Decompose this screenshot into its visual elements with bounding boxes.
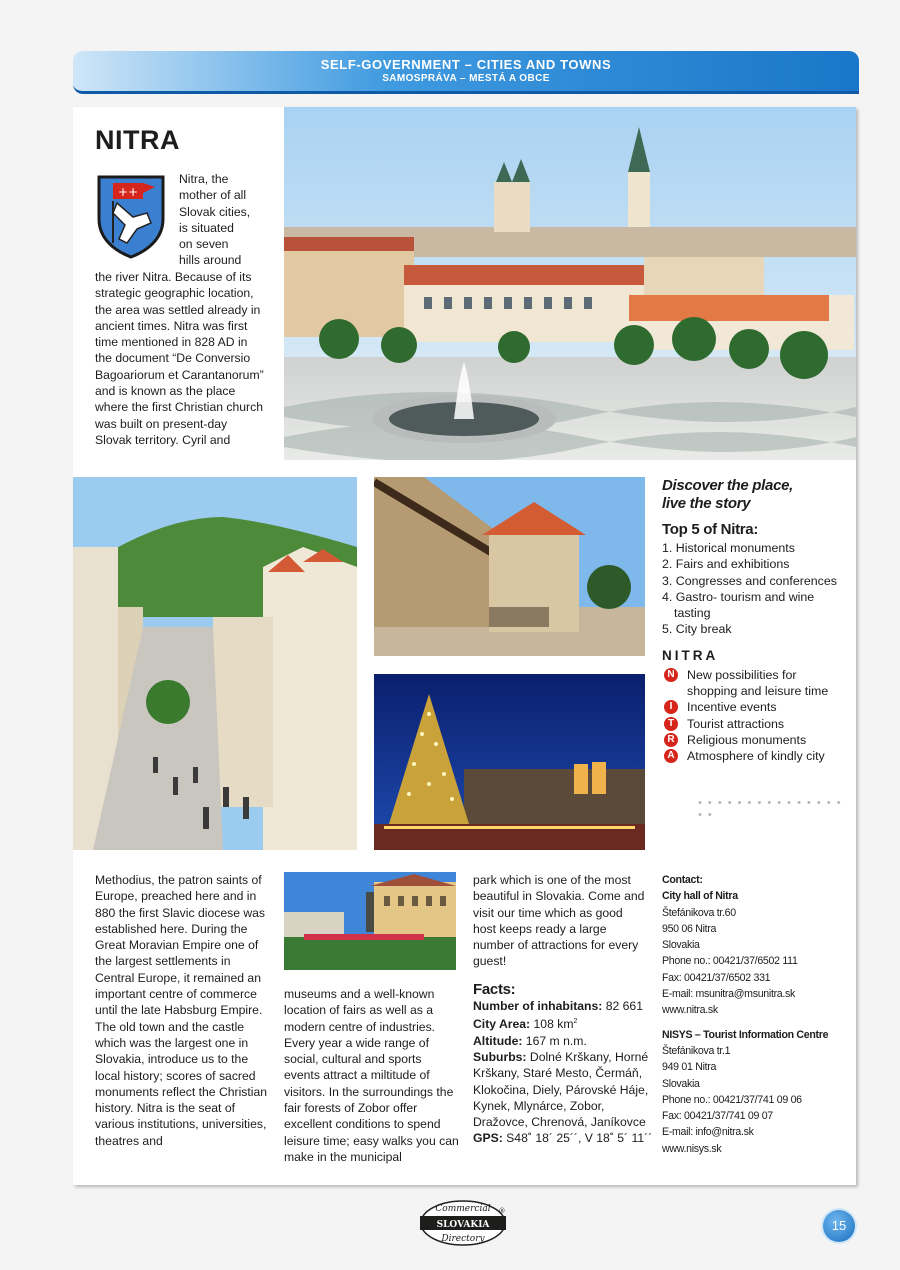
intro-text: the river Nitra. Because of its strategic geographic location, the area was settled already in ancient times. Nitra was first time mentioned in 828 AD in the document “De Conversio Bagoariorum et Carantanorum” and is known as the place where the first Christian church was built on present-day Slovak territory. Cyril and [95,270,264,447]
top5-item: 1. Historical monuments [662,541,795,555]
acronym-item [662,748,847,764]
contact-line: Phone no.: 00421/37/6502 111 [662,955,798,968]
top5-item: 5. City break [662,622,732,637]
contact-email[interactable]: E-mail: info@nitra.sk [662,1126,754,1139]
facts-title: Facts: [473,981,516,998]
fact-label: City Area: [473,1017,531,1032]
intro-line: on seven [179,237,229,252]
top5-item: 4. Gastro- tourism and wine tasting [662,589,815,621]
intro-line: Nitra, the [179,172,229,186]
acronym-text: Atmosphere of kindly city [687,749,825,764]
contact-line: 949 01 Nitra [662,1061,717,1074]
sidebar [662,477,847,821]
intro-narrow [179,171,269,269]
top5-item: 3. Congresses and conferences [662,573,837,588]
logo-mid-text: SLOVAKIA [436,1220,490,1230]
fact-inhabitants [473,998,653,1014]
contact-line: 950 06 Nitra [662,922,717,935]
contact-line: Phone no.: 00421/37/741 09 06 [662,1093,802,1106]
dotted-divider: • • • • • • • • • • • • • • • • • [698,796,843,821]
fact-value: S48˚ 18´ 25´´, V 18˚ 5´ 11´´ [502,1131,653,1146]
logo-top-text: Commercial [435,1204,491,1214]
fact-sup: 2 [573,1018,578,1026]
page-number: 15 [823,1210,855,1242]
fact-value: Dolné Krškany, Horné Krškany, Staré Mesto, Čermáň, Klokočina, Diely, Párovské Háje, Kynek, Mlynárce, Zobor, Dražovce, Chrenová, Janíkovce [473,1049,649,1130]
intro-line: Slovak cities, [179,204,251,219]
fact-suburbs [473,1049,653,1130]
fact-area [473,1014,653,1032]
contact-website[interactable]: www.nitra.sk [662,1004,718,1017]
letter-badge: A [664,749,678,763]
intro-line: is situated [179,220,234,235]
contact-email[interactable]: E-mail: msunitra@msunitra.sk [662,988,796,1001]
intro-line: hills around [179,253,242,268]
top5-list [662,540,847,638]
acronym-item [662,716,847,732]
contact-title: Contact: [662,874,703,886]
letter-badge: T [664,717,678,731]
contact-line: Slovakia [662,939,700,952]
acronym-item [662,732,847,748]
contact-line: Fax: 00421/37/6502 331 [662,971,771,984]
contact-org-1: City hall of Nitra [662,890,738,903]
contact-line: Štefánikova tr.60 [662,906,736,919]
article-card [73,107,856,1185]
contact-line: Fax: 00421/37/741 09 07 [662,1110,773,1123]
acronym-text: Tourist attractions [687,716,785,731]
top5-title: Top 5 of Nitra: [662,521,759,538]
photo-statue-square [284,872,456,970]
contact-org-2: NISYS – Tourist Information Centre [662,1028,829,1041]
intro-line: mother of all [179,188,247,203]
contact-line: Slovakia [662,1077,700,1090]
fact-gps [473,1130,653,1146]
acronym-text: New possibilities for shopping and leisure time [687,667,829,699]
discover-slogan [662,477,847,513]
acronym-list [662,667,847,765]
discover-line: live the story [662,495,751,512]
acronym-title: NITRA [662,647,719,663]
article-title: NITRA [95,125,180,155]
coat-of-arms-icon [95,173,167,259]
facts-list [473,998,653,1147]
letter-badge: I [664,700,678,714]
fact-altitude [473,1033,653,1049]
fact-value: 108 km [530,1017,574,1032]
photo-pedestrian-street [73,477,357,850]
facts-block [473,981,653,1147]
acronym-text: Religious monuments [687,732,807,747]
photo-castle-gate [374,477,645,656]
logo-bot-text: Directory [441,1234,485,1244]
fact-label: Altitude: [473,1033,523,1048]
discover-line: Discover the place, [662,477,794,494]
fact-label: Number of inhabitans: [473,999,603,1013]
svg-text:++: ++ [117,185,139,199]
acronym-text: Incentive events [687,700,777,715]
letter-badge: R [664,733,678,747]
contact-website[interactable]: www.nisys.sk [662,1142,722,1155]
photo-city-square [284,107,856,460]
contact-line: Štefánikova tr.1 [662,1044,731,1057]
acronym-item [662,667,847,700]
acronym-item [662,699,847,715]
text-column-1: Methodius, the patron saints of Europe, preached here and in 880 the first Slavic diocese was established here. During the Great Moravian Empire one of the largest settlements in Central Europe, it remained an important centre of commerce until the late Habsburg Empire. The old town and the castle which was the largest one in Slovakia, introduce us to the local history; scores of sacred monuments reflect the Christian history. Nitra is the seat of various institutions, universities, theatres and [95,873,268,1148]
banner-title-sk: SAMOSPRÁVA – MESTÁ A OBCE [382,73,550,84]
photo-christmas-tree [374,674,645,850]
section-banner [73,51,859,94]
text-column-2: museums and a well-known location of fairs as well as a modern centre of industries. Every year a wide range of social, cultural and sports events attract a miltitude of visitors. In the surroundings the fair forests of Zobor offer excellent conditions to spend leisure time; easy walks you can make in the municipal [284,987,459,1164]
logo-registered-mark: ® [498,1207,506,1215]
text-column-3: park which is one of the most beautiful in Slovakia. Come and visit our time which as good host keeps ready a large number of attractions for every guest! [473,873,645,969]
fact-value: 82 661 [602,999,643,1013]
fact-value: 167 m n.m. [522,1033,587,1048]
commercial-slovakia-directory-logo [418,1198,508,1248]
fact-label: Suburbs: [473,1049,527,1064]
banner-title-en: SELF-GOVERNMENT – CITIES AND TOWNS [320,57,612,72]
fact-label: GPS: [473,1131,503,1146]
contact-block [662,872,852,1157]
top5-item: 2. Fairs and exhibitions [662,557,790,572]
letter-badge: N [664,668,678,682]
